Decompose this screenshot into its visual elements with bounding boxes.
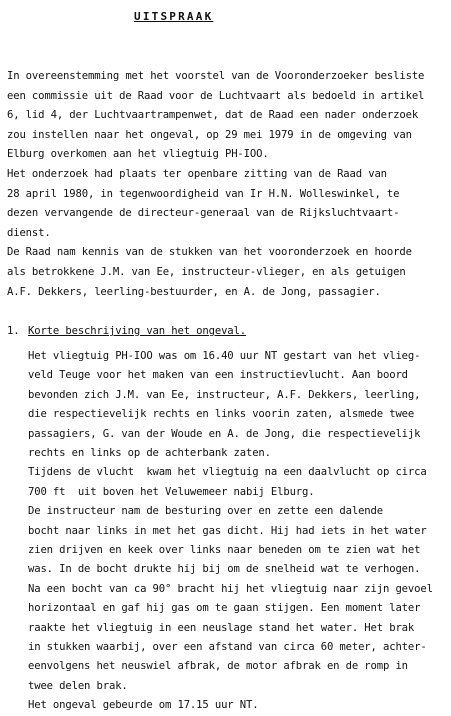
text-line: bocht naar links in met het gas dicht. Hij had iets in het water [28, 524, 427, 537]
text-line: raakte het vliegtuig in een neuslage stand het water. Het brak [28, 621, 415, 634]
text-line: De instructeur nam de besturing over en zette een dalende [28, 505, 383, 518]
text-line: Na een bocht van ca 90° bracht hij het vliegtuig naar zijn gevoel [28, 582, 433, 595]
text-line: Tijdens de vlucht kwam het vliegtuig na een daalvlucht op circa [28, 466, 427, 479]
text-line: passagiers, G. van der Woude en A. de Jong, die respectievelijk [28, 427, 421, 440]
text-line: Het onderzoek had plaats ter openbare zitting van de Raad van [7, 168, 387, 180]
text-line: zien drijven en keek over links naar beneden om te zien wat het [28, 544, 421, 556]
text-line: zou instellen naar het ongeval, op 29 mei 1979 in de omgeving van [7, 128, 412, 141]
text-line: een commissie uit de Raad voor de Luchtvaart als bedoeld in artikel [7, 89, 425, 102]
text-line: Het vliegtuig PH-IOO was om 16.40 uur NT gestart van het vlieg- [28, 350, 421, 362]
text-line: twee delen brak. [28, 679, 128, 692]
text-line: Elburg overkomen aan het vliegtuig PH-IOO. [7, 148, 269, 161]
text-line: Het ongeval gebeurde om 17.15 uur NT. [28, 699, 259, 712]
text-line: dienst. [7, 226, 51, 239]
text-line: veld Teuge voor het maken van een instructievlucht. Aan boord [28, 369, 408, 382]
text-line: eenvolgens het neuswiel afbrak, de motor afbrak en de romp in [28, 660, 408, 673]
text-line: horizontaal en gaf hij gas om te gaan stijgen. Een moment later [28, 602, 421, 615]
text-line: 6, lid 4, der Luchtvaartrampenwet, dat de Raad een nader onderzoek [7, 109, 419, 122]
text-line: rechts en links op de achterbank zaten. [28, 447, 271, 459]
page-title: UITSPRAAK [134, 10, 214, 23]
text-line: als betrokkene J.M. van Ee, instructeur-vlieger, en als getuigen [7, 266, 406, 278]
text-line: bevonden zich J.M. van Ee, instructeur, A.F. Dekkers, leerling, [28, 388, 421, 401]
text-line: A.F. Dekkers, leerling-bestuurder, en A. de Jong, passagier. [7, 285, 381, 298]
section-number: 1. [7, 325, 20, 337]
section-heading: Korte beschrijving van het ongeval. [28, 325, 246, 337]
text-line: 28 april 1980, in tegenwoordigheid van Ir H.N. Wolleswinkel, te [7, 187, 400, 200]
text-line: die respectievelijk rechts en links voorin zaten, alsmede twee [28, 408, 415, 421]
text-line: 700 ft uit boven het Veluwemeer nabij Elburg. [28, 485, 315, 498]
text-line: was. In de bocht drukte hij bij om de snelheid wat te verhogen. [28, 563, 421, 576]
text-line: in stukken waarbij, over een afstand van circa 60 meter, achter- [28, 641, 427, 653]
text-line: dezen vervangende de directeur-generaal van de Rijksluchtvaart- [7, 207, 400, 220]
text-line: In overeenstemming met het voorstel van de Vooronderzoeker besliste [7, 70, 425, 82]
text-line: De Raad nam kennis van de stukken van het vooronderzoek en hoorde [7, 246, 412, 259]
